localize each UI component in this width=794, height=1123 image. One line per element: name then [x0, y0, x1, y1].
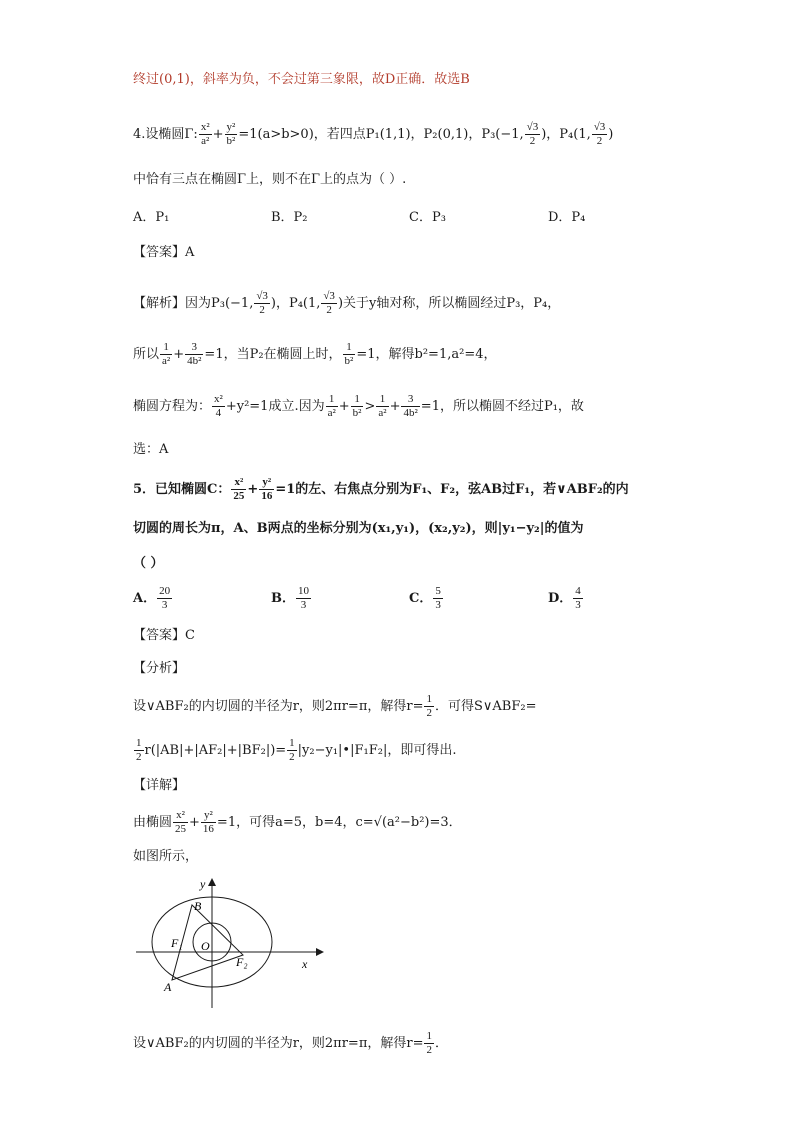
fraction-denominator: b²: [344, 355, 354, 367]
q5-analysis-2: $\frac{1}{2}$ r(|AB|+|AF₂|+|BF₂|)= $\frac{1}{2}$ |y₂−y₁|•|F₁F₂|，即可得出.: [136, 737, 457, 763]
fraction: [343, 341, 356, 368]
q5-stem-line2: 切圆的周长为π，A、B两点的坐标分别为(x₁,y₁)，(x₂,y₂)，则|y₁−y₂|的值为: [133, 521, 584, 536]
fraction-denominator: 16: [261, 490, 273, 502]
fraction-numerator: √3: [256, 290, 268, 302]
fraction-numerator: 4: [575, 585, 581, 597]
q5-option-b: B． $\frac{10}{3}$: [271, 585, 309, 611]
fraction-numerator: 1: [160, 341, 172, 355]
fraction-numerator: y²: [226, 121, 236, 133]
fraction-numerator: 3: [401, 393, 419, 407]
fraction-numerator: √3: [593, 121, 606, 133]
y-axis-arrow: [208, 878, 216, 886]
fraction-numerator: x²: [214, 393, 223, 405]
ellipse-figure: [130, 872, 330, 1012]
fraction-denominator: 2: [136, 751, 142, 763]
fraction: [157, 585, 172, 612]
x-axis-arrow: [316, 948, 324, 956]
q4-analysis-2: 所以 $\frac{1}{\text{a²}}$ + $\frac{3}{\text{4b²}}$ =1，当P₂在椭圆上时， $\frac{1}{\text{b²}}$ =1，解得b²=1,a²=4，: [133, 341, 497, 367]
q5-analysis-heading: 【分析】: [133, 661, 186, 676]
fraction-denominator: 2: [426, 1044, 432, 1056]
fraction-denominator: 3: [161, 599, 168, 611]
fraction-denominator: 2: [326, 304, 332, 316]
fraction: [424, 693, 434, 720]
fraction: [296, 585, 311, 612]
fraction-denominator: a²: [201, 135, 210, 147]
fraction-denominator: 3: [300, 599, 307, 611]
q4-option-c: C．P₃: [409, 210, 446, 225]
fraction-denominator: b²: [226, 135, 236, 147]
fraction-numerator: 1: [326, 393, 338, 407]
q5-option-d: D． $\frac{4}{3}$: [548, 585, 581, 611]
fraction-denominator: 4b²: [187, 355, 202, 367]
label-y: y: [200, 877, 206, 891]
fraction: [321, 290, 337, 317]
fraction-denominator: 2: [426, 707, 432, 719]
q4-answer: 【答案】A: [133, 245, 195, 260]
fraction-numerator: x²: [231, 476, 246, 490]
fraction: [573, 585, 583, 612]
fraction-denominator: 3: [575, 599, 581, 611]
q5-analysis-1: 设∨ABF₂的内切圆的半径为r，则2πr=π，解得r= $\frac{1}{2}$ ．可得S∨ABF₂=: [133, 693, 537, 719]
fraction-denominator: a²: [162, 355, 171, 367]
fraction-denominator: b²: [352, 407, 362, 419]
fraction: [185, 341, 203, 368]
fraction-numerator: √3: [323, 290, 335, 302]
label-f1: F₁: [171, 936, 183, 950]
q5-stem: 5．已知椭圆C： $\frac{\text{x²}}{25}$ + $\frac{\text{y²}}{16}$ =1的左、右焦点分别为F₁、F₂，弦AB过F₁，若∨ABF₂的内: [133, 476, 629, 502]
fraction-numerator: x²: [200, 121, 210, 133]
fraction: [592, 121, 608, 148]
fraction-denominator: 25: [233, 490, 245, 502]
q4-stem: 4.设椭圆Γ: $\frac{\text{x²}}{\text{a²}}$ + $\frac{\text{y²}}{\text{b²}}$ =1(a>b>0)，若四点P₁(1,1)，P₂(0,1)，P₃(−1, $\frac{√3}{2}$ )，P₄(1, $\frac{√3}{2}$ ): [133, 121, 614, 147]
q4-option-b: B．P₂: [271, 210, 308, 225]
q4-stem-line2: 中恰有三点在椭圆Γ上，则不在Γ上的点为（ ）.: [133, 172, 407, 187]
fraction-numerator: 1: [289, 737, 295, 749]
fraction: [287, 737, 297, 764]
q4-analysis-4: 选：A: [133, 442, 169, 457]
fraction: [134, 737, 144, 764]
label-x: x: [302, 957, 308, 971]
fraction-numerator: y²: [201, 809, 216, 823]
fraction-numerator: 1: [426, 693, 432, 705]
q4-analysis-1: 【解析】因为P₃(−1, $\frac{√3}{2}$ )，P₄(1, $\frac{√3}{2}$ )关于y轴对称，所以椭圆经过P₃，P₄，: [133, 290, 561, 316]
fraction: [173, 809, 188, 836]
q5-option-c: C． $\frac{5}{3}$: [409, 585, 441, 611]
fraction-numerator: y²: [259, 476, 274, 490]
fraction-numerator: 10: [298, 585, 309, 597]
fraction-denominator: 3: [435, 599, 441, 611]
fraction-numerator: 1: [426, 1030, 432, 1042]
fraction-numerator: x²: [173, 809, 188, 823]
fraction-numerator: 1: [376, 393, 388, 407]
fraction: [259, 476, 274, 503]
fraction-numerator: 1: [351, 393, 364, 407]
fraction: [201, 809, 216, 836]
fraction-numerator: 1: [136, 737, 142, 749]
q5-detail-1: 由椭圆 $\frac{\text{x²}}{25}$ + $\frac{\text{y²}}{16}$ =1，可得a=5，b=4，c=√(a²−b²)=3．: [133, 809, 462, 835]
q4-option-a: A．P₁: [133, 210, 170, 225]
q4-option-d: D．P₄: [548, 210, 586, 225]
fraction: [225, 121, 238, 148]
fraction-denominator: a²: [327, 407, 336, 419]
q4-analysis-3: 椭圆方程为： $\frac{\text{x²}}{4}$ +y²=1成立.因为 $\frac{1}{\text{a²}}$ + $\frac{1}{\text{b²}}$ > $\frac{1}{\text{a²}}$ + $\frac{3}{\text{4b²}}$ =1，所以椭圆不经过P₁，故: [133, 393, 584, 419]
fraction-numerator: 3: [185, 341, 203, 355]
fraction: [326, 393, 338, 420]
fraction: [525, 121, 541, 148]
fraction-denominator: 4: [215, 407, 222, 419]
q5-option-a: A． $\frac{20}{3}$: [133, 585, 171, 611]
fraction-denominator: 2: [596, 135, 603, 147]
label-a: A: [164, 980, 172, 994]
label-b: B: [194, 899, 202, 913]
fraction: [212, 393, 225, 420]
fraction: [424, 1030, 434, 1057]
fraction-denominator: 4b²: [403, 407, 418, 419]
fraction: [254, 290, 270, 317]
fraction-numerator: 5: [435, 585, 441, 597]
fraction-denominator: 2: [289, 751, 295, 763]
fraction-denominator: 16: [202, 823, 214, 835]
fraction-denominator: a²: [378, 407, 387, 419]
fraction-numerator: √3: [526, 121, 539, 133]
q5-detail-2: 如图所示，: [133, 849, 199, 864]
fraction: [231, 476, 246, 503]
fraction-numerator: 1: [343, 341, 356, 355]
fraction-denominator: 2: [259, 304, 265, 316]
fraction: [351, 393, 364, 420]
fraction: [433, 585, 443, 612]
label-f2: F₂: [236, 955, 248, 969]
label-o: O: [201, 939, 210, 953]
fraction: [376, 393, 388, 420]
q5-last-line: 设∨ABF₂的内切圆的半径为r，则2πr=π，解得r= $\frac{1}{2}$ ．: [133, 1030, 448, 1056]
q5-paren: （ ）: [133, 556, 164, 571]
fraction-denominator: 25: [175, 823, 187, 835]
q5-detail-heading: 【详解】: [133, 778, 186, 793]
fraction: [199, 121, 212, 148]
fraction-denominator: 2: [529, 135, 536, 147]
fraction-numerator: 20: [159, 585, 171, 597]
prev-conclusion: 终过(0,1)，斜率为负，不会过第三象限，故D正确．故选B: [133, 72, 470, 87]
q5-answer: 【答案】C: [133, 628, 195, 643]
fraction: [401, 393, 419, 420]
fraction: [160, 341, 172, 368]
